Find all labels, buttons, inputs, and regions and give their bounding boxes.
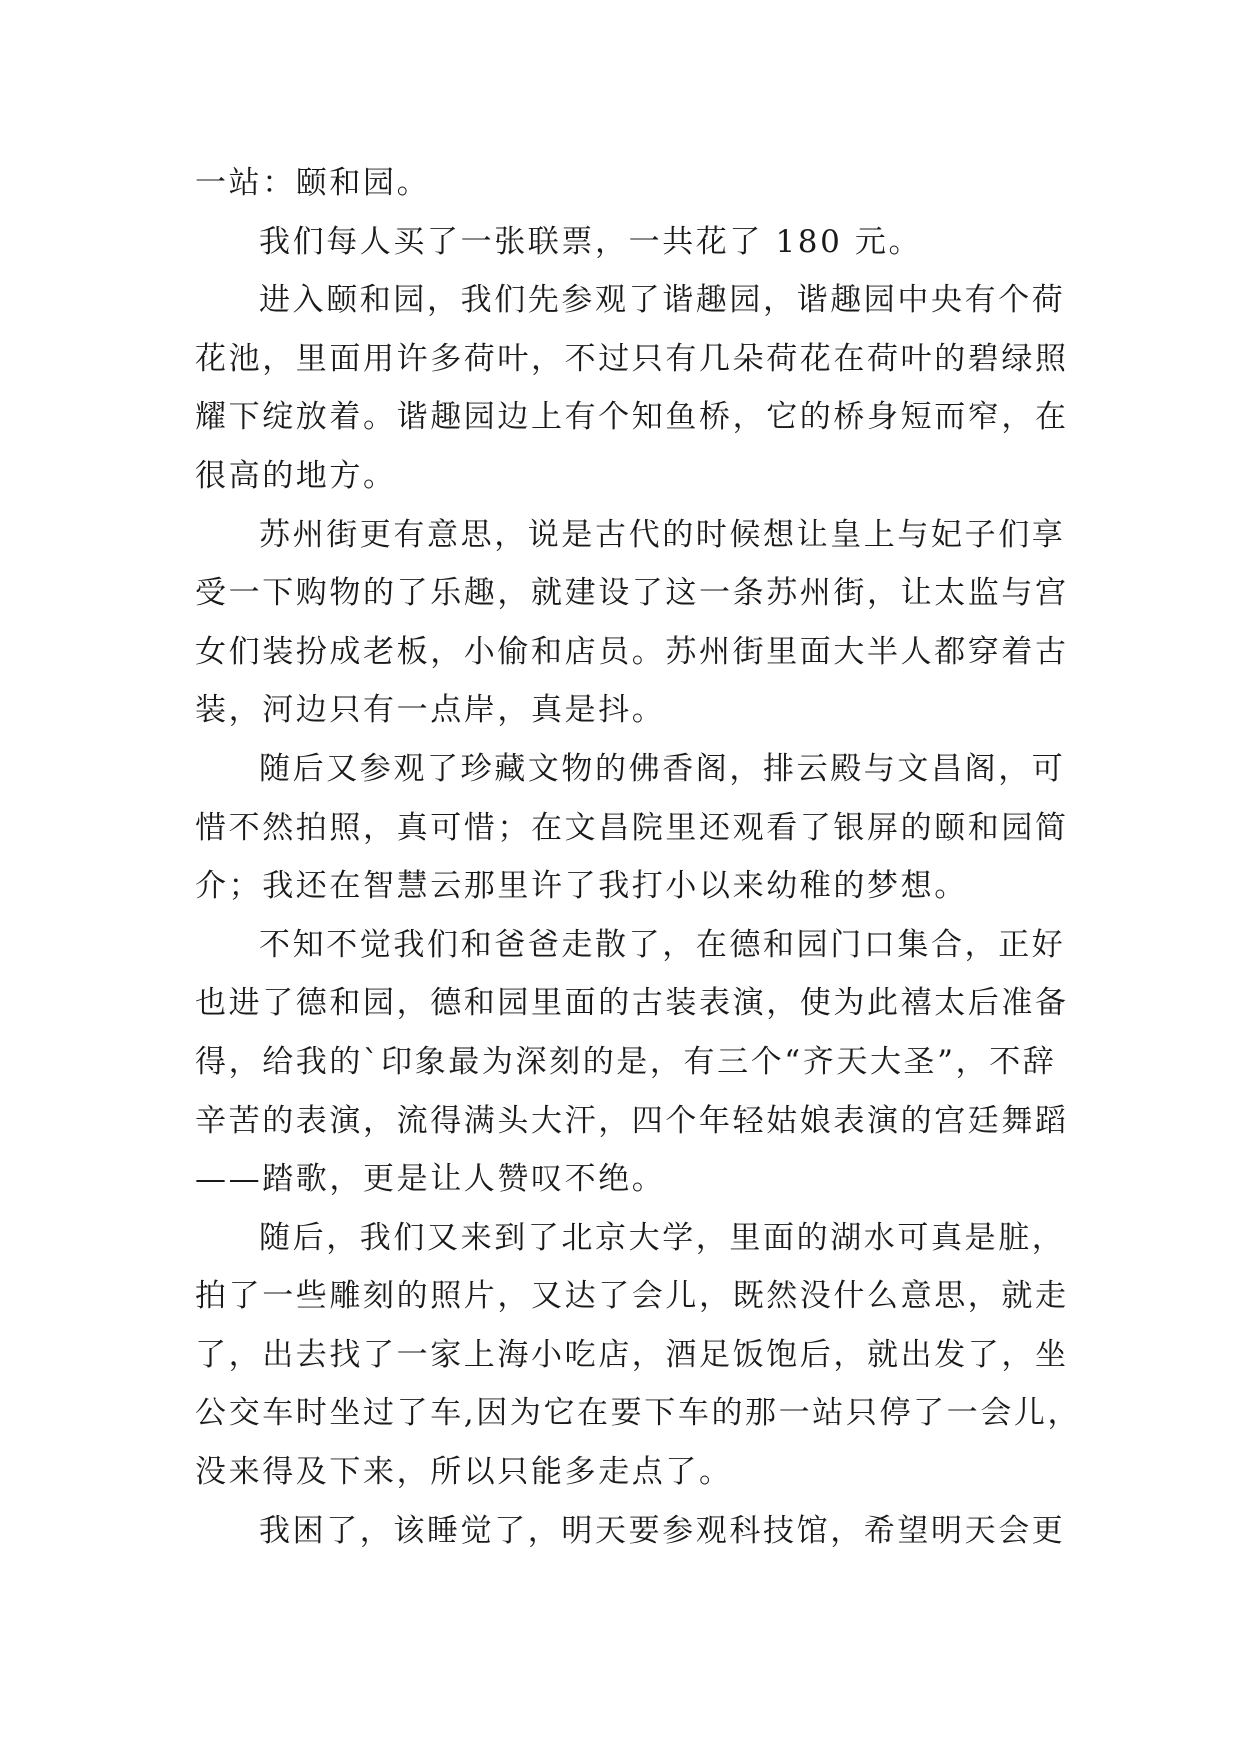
text-line: 不知不觉我们和爸爸走散了，在德和园门口集合，正好: [259, 926, 1066, 963]
text-line: 很高的地方。: [195, 457, 397, 494]
text-line: 一站：颐和园。: [195, 165, 431, 201]
text-line: 女们装扮成老板，小偷和店员。苏州街里面大半人都穿着古: [195, 633, 1069, 670]
text-line: 公交车时坐过了车,因为它在要下车的那一站只停了一会儿，: [195, 1395, 1082, 1432]
text-line: 装，河边只有一点岸，真是抖。: [195, 692, 666, 729]
text-line: 得，给我的`印象最为深刻的是，有三个“齐天大圣”，不辞: [195, 1043, 1057, 1080]
text-line: ——踏歌，更是让人赞叹不绝。: [195, 1161, 666, 1198]
text-line: 花池，里面用许多荷叶，不过只有几朵荷花在荷叶的碧绿照: [195, 340, 1069, 377]
text-line: 我们每人买了一张联票，一共花了 180 元。: [259, 223, 923, 260]
text-line: 拍了一些雕刻的照片，又达了会儿，既然没什么意思，就走: [195, 1278, 1069, 1315]
text-line: 进入颐和园，我们先参观了谐趣园，谐趣园中央有个荷: [259, 282, 1066, 319]
text-line: 了，出去找了一家上海小吃店，酒足饭饱后，就出发了，坐: [195, 1336, 1069, 1373]
text-line: 没来得及下来，所以只能多走点了。: [195, 1454, 733, 1491]
text-line: 惜不然拍照，真可惜；在文昌院里还观看了银屏的颐和园简: [195, 809, 1069, 846]
text-line: 辛苦的表演，流得满头大汗，四个年轻姑娘表演的宫廷舞蹈: [195, 1102, 1069, 1139]
text-line: 也进了德和园，德和园里面的古装表演，使为此禧太后准备: [195, 985, 1069, 1022]
text-line: 我困了，该睡觉了，明天要参观科技馆，希望明天会更: [259, 1512, 1066, 1549]
text-line: 随后又参观了珍藏文物的佛香阁，排云殿与文昌阁，可: [259, 750, 1066, 787]
text-line: 随后，我们又来到了北京大学，里面的湖水可真是脏，: [259, 1219, 1066, 1256]
text-line: 耀下绽放着。谐趣园边上有个知鱼桥，它的桥身短而窄，在: [195, 399, 1069, 436]
document-body: [195, 154, 1082, 1560]
text-line: 介；我还在智慧云那里许了我打小以来幼稚的梦想。: [195, 868, 968, 905]
text-line: 苏州街更有意思，说是古代的时候想让皇上与妃子们享: [259, 516, 1066, 553]
text-line: 受一下购物的了乐趣，就建设了这一条苏州街，让太监与宫: [195, 575, 1069, 612]
